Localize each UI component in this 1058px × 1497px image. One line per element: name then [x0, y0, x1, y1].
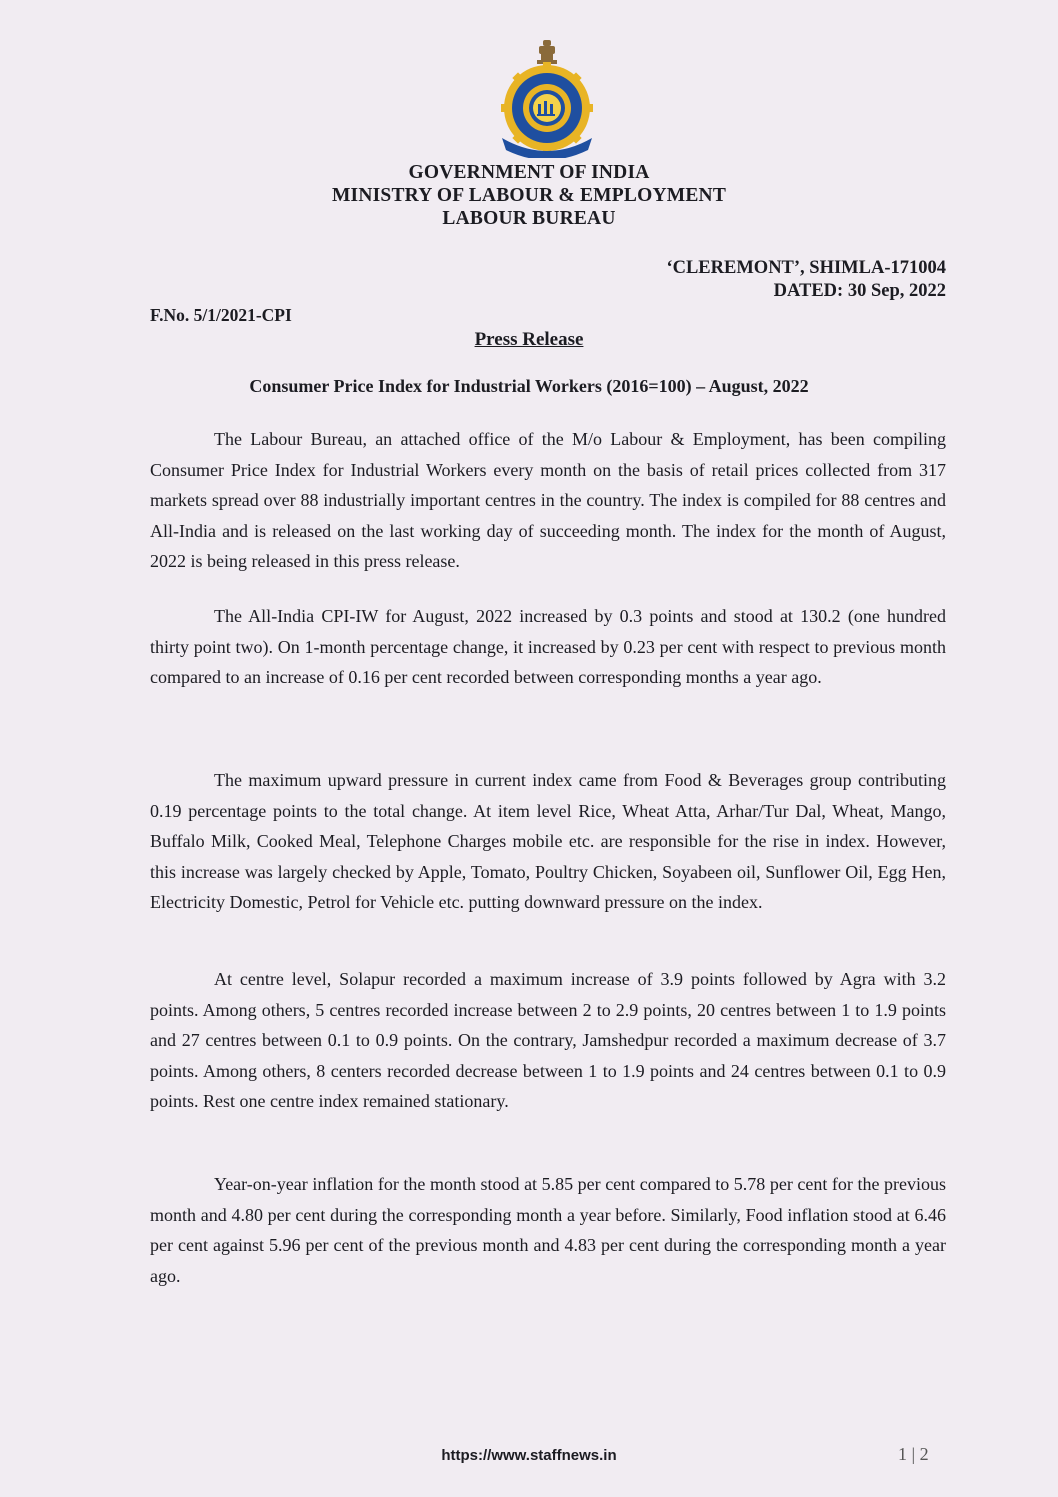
body-paragraph-2: The All-India CPI-IW for August, 2022 increased by 0.3 points and stood at 130.2 (one hundred thirty point two). On 1-month percentage change, it increased by 0.23 per cent with respect to previous month compared to an increase of 0.16 per cent recorded between corresponding months a year ago. [150, 606, 946, 687]
press-release-title: Press Release [474, 329, 584, 350]
page-number: 1 | 2 [898, 1444, 929, 1464]
file-number: F.No. 5/1/2021-CPI [150, 305, 292, 325]
subject-heading: Consumer Price Index for Industrial Workers (2016=100) – August, 2022 [249, 376, 809, 396]
body-paragraph-3: The maximum upward pressure in current index came from Food & Beverages group contributing 0.19 percentage points to the total change. At item level Rice, Wheat Atta, Arhar/Tur Dal, Wheat, Mango, Buffalo Milk, Cooked Meal, Telephone Charges mobile etc. are responsible for the rise in index. However, this increase was largely checked by Apple, Tomato, Poultry Chicken, Soyabeen oil, Sunflower Oil, Egg Hen, Electricity Domestic, Petrol for Vehicle etc. putting downward pressure on the index. [150, 770, 946, 912]
release-date: DATED: 30 Sep, 2022 [773, 281, 946, 301]
ministry-heading: MINISTRY OF LABOUR & EMPLOYMENT [331, 185, 727, 206]
office-address: ‘CLEREMONT’, SHIMLA-171004 [666, 258, 946, 278]
body-paragraph-4: At centre level, Solapur recorded a maximum increase of 3.9 points followed by Agra with 3.2 points. Among others, 5 centres recorded increase between 2 to 2.9 points, 20 centres between 1 to 1.9 points and 27 centres between 0.1 to 0.9 points. On the contrary, Jamshedpur recorded a maximum decrease of 3.7 points. Among others, 8 centers recorded decrease between 1 to 1.9 points and 24 centres between 0.1 to 0.9 points. Rest one centre index remained stationary. [150, 969, 946, 1111]
govt-heading: GOVERNMENT OF INDIA [408, 162, 650, 183]
body-paragraph-5: Year-on-year inflation for the month stood at 5.85 per cent compared to 5.78 per cent for the previous month and 4.80 per cent during the corresponding month a year before. Similarly, Food inflation stood at 6.46 per cent against 5.96 per cent of the previous month and 4.83 per cent during the corresponding month a year ago. [150, 1174, 946, 1286]
footer-url[interactable]: https://www.staffnews.in [441, 1447, 617, 1464]
body-paragraph-1: The Labour Bureau, an attached office of the M/o Labour & Employment, has been compiling Consumer Price Index for Industrial Workers every month on the basis of retail prices collected from 317 markets spread over 88 industrially important centres in the country. The index is compiled for 88 centres and All-India and is released on the last working day of succeeding month. The index for the month of August, 2022 is being released in this press release. [150, 429, 946, 571]
bureau-heading: LABOUR BUREAU [442, 208, 616, 229]
labour-bureau-emblem-icon [494, 38, 600, 158]
